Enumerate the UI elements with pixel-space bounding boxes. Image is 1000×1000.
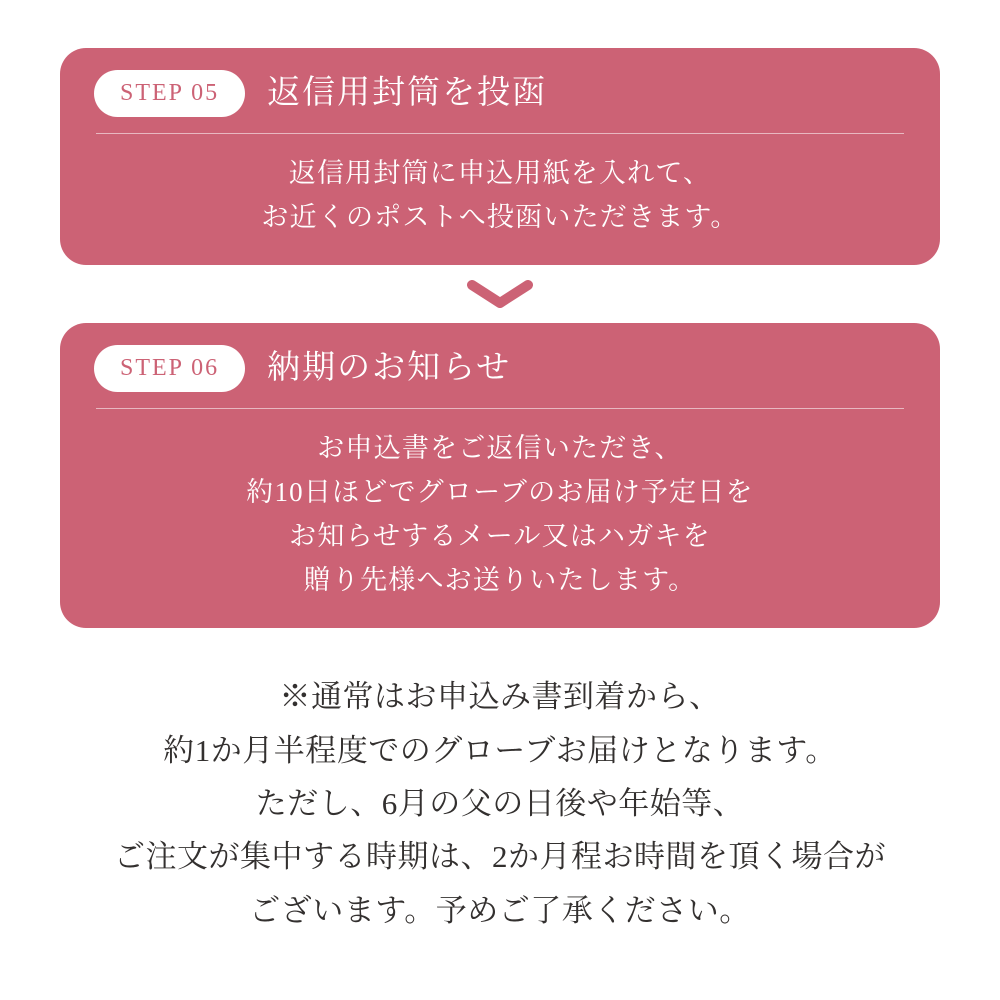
step-header-05	[94, 70, 906, 133]
note-line: ただし、6月の父の日後や年始等、	[255, 786, 745, 822]
step-badge-05: STEP 05	[94, 70, 245, 117]
delivery-note	[60, 670, 940, 937]
step-body-line: 約10日ほどでグローブのお届け予定日を	[246, 477, 754, 508]
step-body-line: 返信用封筒に申込用紙を入れて、	[288, 158, 712, 188]
step-badge-06: STEP 06	[94, 345, 245, 392]
note-line: 約1か月半程度でのグローブお届けとなります。	[163, 732, 837, 768]
step-card-06	[60, 323, 940, 628]
note-line: ございます。予めご了承ください。	[249, 892, 751, 928]
note-line: ご注文が集中する時期は、2か月程お時間を頂く場合が	[114, 839, 886, 875]
step-divider-05	[96, 133, 904, 134]
step-header-06	[94, 345, 906, 408]
step-title-05: 返信用封筒を投函	[267, 74, 548, 111]
step-body-line: お申込書をご返信いただき、	[317, 433, 683, 464]
step-divider-06	[96, 408, 904, 409]
step-body-05	[94, 152, 906, 239]
note-line: ※通常はお申込み書到着から、	[279, 679, 721, 715]
step-body-06	[94, 427, 906, 602]
step-body-line: お知らせするメール又はハガキを	[289, 520, 711, 551]
step-separator	[60, 265, 940, 323]
step-body-line: お近くのポストへ投函いただきます。	[261, 201, 739, 232]
step-title-06: 納期のお知らせ	[267, 350, 512, 387]
chevron-down-icon	[467, 280, 533, 308]
step-body-line: 贈り先様へお送りいたします。	[303, 564, 697, 595]
step-card-05	[60, 48, 940, 265]
